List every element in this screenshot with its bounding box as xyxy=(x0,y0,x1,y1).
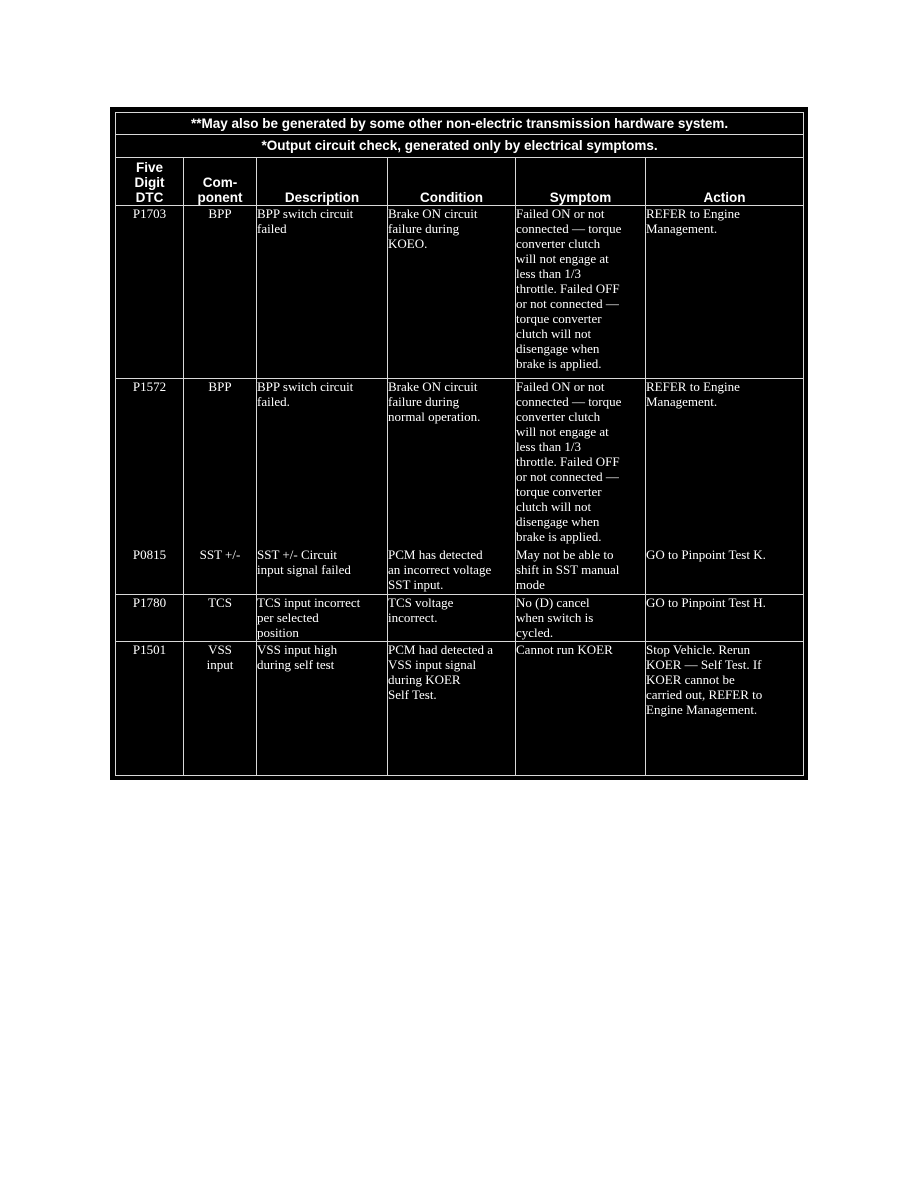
cell-action-line: Management. xyxy=(646,394,718,410)
cell-symptom-line: shift in SST manual xyxy=(516,561,620,577)
cell-description-line: failed xyxy=(257,221,287,237)
cell-description-line: failed. xyxy=(257,394,290,410)
cell-dtc: P1501 xyxy=(116,642,184,776)
cell-component: TCS xyxy=(184,594,257,642)
table-row xyxy=(116,547,804,595)
cell-condition xyxy=(388,594,516,642)
cell-condition-line: TCS voltage xyxy=(388,594,454,610)
cell-description-line: during self test xyxy=(257,657,335,673)
cell-component xyxy=(184,642,257,776)
cell-description-line: per selected xyxy=(257,609,319,625)
cell-symptom-line: brake is applied. xyxy=(516,529,602,545)
cell-description xyxy=(257,547,388,595)
cell-condition-line: KOEO. xyxy=(388,236,428,252)
cell-component-line: input xyxy=(206,657,234,673)
cell-condition-line: Self Test. xyxy=(388,687,437,703)
cell-condition-line: Brake ON circuit xyxy=(388,206,478,222)
cell-symptom-line: Failed ON or not xyxy=(516,379,605,395)
header-dtc-line: Digit xyxy=(134,175,165,191)
table-note-2: *Output circuit check, generated only by electrical symptoms. xyxy=(116,135,804,157)
cell-dtc: P0815 xyxy=(116,547,184,595)
cell-symptom-line: throttle. Failed OFF xyxy=(516,454,620,470)
cell-symptom-line: will not engage at xyxy=(516,424,609,440)
cell-action-line: Engine Management. xyxy=(646,702,758,718)
table-note-1: **May also be generated by some other non-electric transmission hardware system. xyxy=(116,113,804,135)
cell-condition-line: failure during xyxy=(388,394,460,410)
cell-description xyxy=(257,379,388,547)
cell-description-line: input signal failed xyxy=(257,561,351,577)
cell-symptom-line: torque converter xyxy=(516,311,602,327)
cell-description xyxy=(257,642,388,776)
cell-symptom xyxy=(516,379,646,547)
header-dtc-line: Five xyxy=(135,160,163,176)
table-row xyxy=(116,594,804,642)
cell-condition-line: incorrect. xyxy=(388,609,438,625)
cell-symptom-line: Cannot run KOER xyxy=(516,642,613,658)
cell-condition-line: Brake ON circuit xyxy=(388,379,478,395)
cell-action xyxy=(646,547,804,595)
cell-dtc: P1572 xyxy=(116,379,184,547)
table-row xyxy=(116,642,804,776)
cell-symptom-line: connected — torque xyxy=(516,221,622,237)
cell-symptom-line: mode xyxy=(516,576,545,592)
cell-condition-line: VSS input signal xyxy=(388,657,477,673)
cell-condition-line: during KOER xyxy=(388,672,461,688)
cell-condition xyxy=(388,642,516,776)
cell-symptom-line: clutch will not xyxy=(516,499,592,515)
table-header-row xyxy=(116,157,804,206)
cell-symptom xyxy=(516,547,646,595)
cell-symptom-line: less than 1/3 xyxy=(516,439,581,455)
header-action: Action xyxy=(646,157,804,206)
header-dtc-line: DTC xyxy=(135,190,164,206)
cell-symptom-line: converter clutch xyxy=(516,409,601,425)
cell-symptom xyxy=(516,594,646,642)
cell-condition-line: PCM had detected a xyxy=(388,642,494,658)
cell-condition-line: normal operation. xyxy=(388,409,481,425)
cell-component: SST +/- xyxy=(184,547,257,595)
header-component xyxy=(184,157,257,206)
table-row xyxy=(116,206,804,379)
cell-action-line: REFER to Engine xyxy=(646,206,740,222)
cell-condition-line: PCM has detected xyxy=(388,546,483,562)
cell-description-line: BPP switch circuit xyxy=(257,206,354,222)
cell-symptom-line: throttle. Failed OFF xyxy=(516,281,620,297)
header-condition: Condition xyxy=(388,157,516,206)
cell-symptom-line: brake is applied. xyxy=(516,356,602,372)
cell-action-line: GO to Pinpoint Test K. xyxy=(646,546,766,562)
cell-action xyxy=(646,594,804,642)
header-component-line: Com- xyxy=(202,175,238,191)
cell-symptom-line: clutch will not xyxy=(516,326,592,342)
cell-action-line: Management. xyxy=(646,221,718,237)
cell-condition xyxy=(388,379,516,547)
dtc-table-panel xyxy=(110,107,808,780)
cell-component: BPP xyxy=(184,379,257,547)
cell-description-line: BPP switch circuit xyxy=(257,379,354,395)
cell-action-line: REFER to Engine xyxy=(646,379,740,395)
cell-component-line: VSS xyxy=(208,642,232,658)
cell-description xyxy=(257,594,388,642)
cell-symptom-line: torque converter xyxy=(516,484,602,500)
cell-description-line: SST +/- Circuit xyxy=(257,546,338,562)
header-component-line: ponent xyxy=(197,190,243,206)
cell-symptom-line: May not be able to xyxy=(516,546,614,562)
cell-symptom xyxy=(516,206,646,379)
cell-description-line: position xyxy=(257,624,299,640)
cell-symptom-line: when switch is xyxy=(516,609,594,625)
cell-condition xyxy=(388,547,516,595)
cell-component: BPP xyxy=(184,206,257,379)
cell-action xyxy=(646,206,804,379)
cell-condition xyxy=(388,206,516,379)
table-row xyxy=(116,379,804,547)
cell-action xyxy=(646,379,804,547)
cell-action-line: carried out, REFER to xyxy=(646,687,763,703)
cell-symptom-line: or not connected — xyxy=(516,469,619,485)
cell-dtc: P1703 xyxy=(116,206,184,379)
cell-symptom-line: less than 1/3 xyxy=(516,266,581,282)
header-description: Description xyxy=(257,157,388,206)
cell-symptom-line: connected — torque xyxy=(516,394,622,410)
cell-dtc: P1780 xyxy=(116,594,184,642)
cell-condition-line: failure during xyxy=(388,221,460,237)
header-symptom: Symptom xyxy=(516,157,646,206)
cell-symptom-line: No (D) cancel xyxy=(516,594,590,610)
cell-condition-line: SST input. xyxy=(388,576,444,592)
header-dtc xyxy=(116,157,184,206)
cell-symptom-line: converter clutch xyxy=(516,236,601,252)
cell-symptom-line: Failed ON or not xyxy=(516,206,605,222)
cell-symptom-line: disengage when xyxy=(516,514,600,530)
cell-action-line: Stop Vehicle. Rerun xyxy=(646,642,751,658)
cell-symptom-line: cycled. xyxy=(516,624,554,640)
cell-symptom-line: or not connected — xyxy=(516,296,619,312)
cell-description-line: TCS input incorrect xyxy=(257,594,361,610)
cell-description xyxy=(257,206,388,379)
cell-condition-line: an incorrect voltage xyxy=(388,561,492,577)
cell-symptom-line: disengage when xyxy=(516,341,600,357)
cell-action-line: GO to Pinpoint Test H. xyxy=(646,594,766,610)
cell-action xyxy=(646,642,804,776)
cell-description-line: VSS input high xyxy=(257,642,338,658)
cell-action-line: KOER cannot be xyxy=(646,672,735,688)
cell-action-line: KOER — Self Test. If xyxy=(646,657,762,673)
cell-symptom xyxy=(516,642,646,776)
cell-symptom-line: will not engage at xyxy=(516,251,609,267)
table-body xyxy=(116,206,804,776)
dtc-table xyxy=(115,112,804,776)
